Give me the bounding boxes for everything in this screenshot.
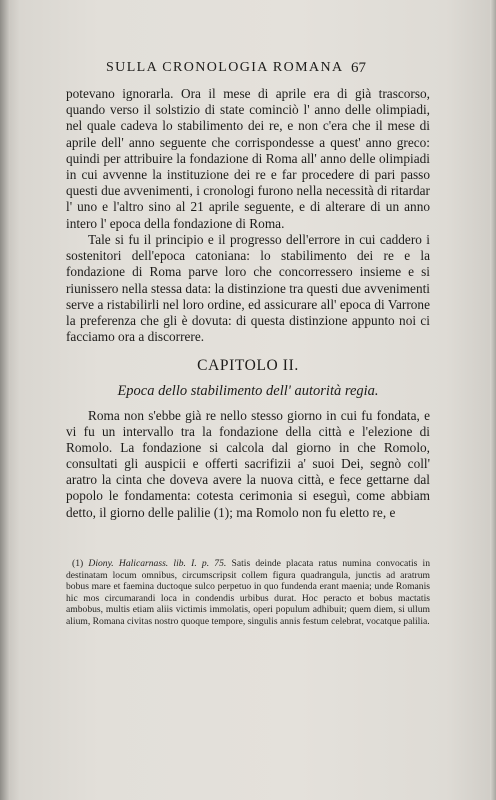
body-paragraph-1 <box>66 86 430 232</box>
page-right-edge <box>490 0 496 800</box>
paragraph-text: Roma non s'ebbe già re nello stesso giorno in cui fu fondata, e vi fu un intervallo tra la fondazione della città e l'elezione di Romolo. La fondazione si calcola dal giorno in che Romolo, consultati gli auspicii e offerti sacrifizii a' suoi Dei, segnò coll' aratro la cinta che doveva avere la nuova città, e fece gettarne dal popolo le fondamenta: cotesta cerimonia si eseguì, come abbiam detto, il giorno delle palilie (1); ma Romolo non fu eletto re, e <box>66 408 430 520</box>
body-paragraph-2 <box>66 232 430 345</box>
footnote-marker: (1) <box>72 558 84 569</box>
footnote-text: Satis deinde placata ratus numina convocatis in destinatam locum omnibus, circumscripsit collem figura quadrangula, junctis ad aratrum bobus mare et faemina ductoque sulco perpetuo in quo fundenda erant maenia; unde Romanis hic mos circumarandi loca in condendis urbibus durat. Hoc peracto et bobus mactatis ambobus, multis etiam aliis victimis immolatis, operi populum adhibuit; quem diem, si ullum alium, Romana civitas nostro quoque tempore, singulis annis festum celebrat, vocatque palilia. <box>66 558 430 627</box>
paragraph-text: Tale si fu il principio e il progresso dell'errore in cui caddero i sostenitori dell'epoca catoniana: lo stabilimento dei re e la fondazione di Roma parve loro che concorressero insieme e si riunissero nella stessa data: la distinzione tra questi due avvenimenti serve a ristabilirli nel loro ordine, ed assicurare all' epoca di Varrone la preferenza che gli è dovuta: di questa distinzione appunto noi ci facciamo ora a discorrere. <box>66 232 430 345</box>
chapter-title: CAPITOLO II. <box>197 357 299 374</box>
page-left-edge <box>0 0 10 800</box>
page-number: 67 <box>351 60 366 76</box>
running-head: SULLA CRONOLOGIA ROMANA <box>106 60 344 75</box>
body-paragraph-3 <box>66 408 430 521</box>
paragraph-text: potevano ignorarla. Ora il mese di aprile era di già trascorso, quando verso il solstizio di state cominciò l' anno delle olimpiadi, nel quale cadeva lo stabilimento dei re, e non c'era che il mese di aprile dell' anno seguente che corrispondesse a quest' anno greco: quindi per attribuire la fondazione di Roma all' anno delle olimpiadi in cui avvenne la instituzione dei re e far procedere di pari passo questi due avvenimenti, i cronologi furono nella necessità di ritardar l' uno e l'altro sino al 21 aprile seguente, e di alterare di un anno intero l' epoca della fondazione di Roma. <box>66 86 430 231</box>
footnote-citation: Diony. Halicarnass. lib. I. p. 75. <box>88 558 227 569</box>
page-header <box>66 60 366 80</box>
chapter-subtitle: Epoca dello stabilimento dell' autorità regia. <box>117 383 379 399</box>
footnote <box>66 558 430 628</box>
